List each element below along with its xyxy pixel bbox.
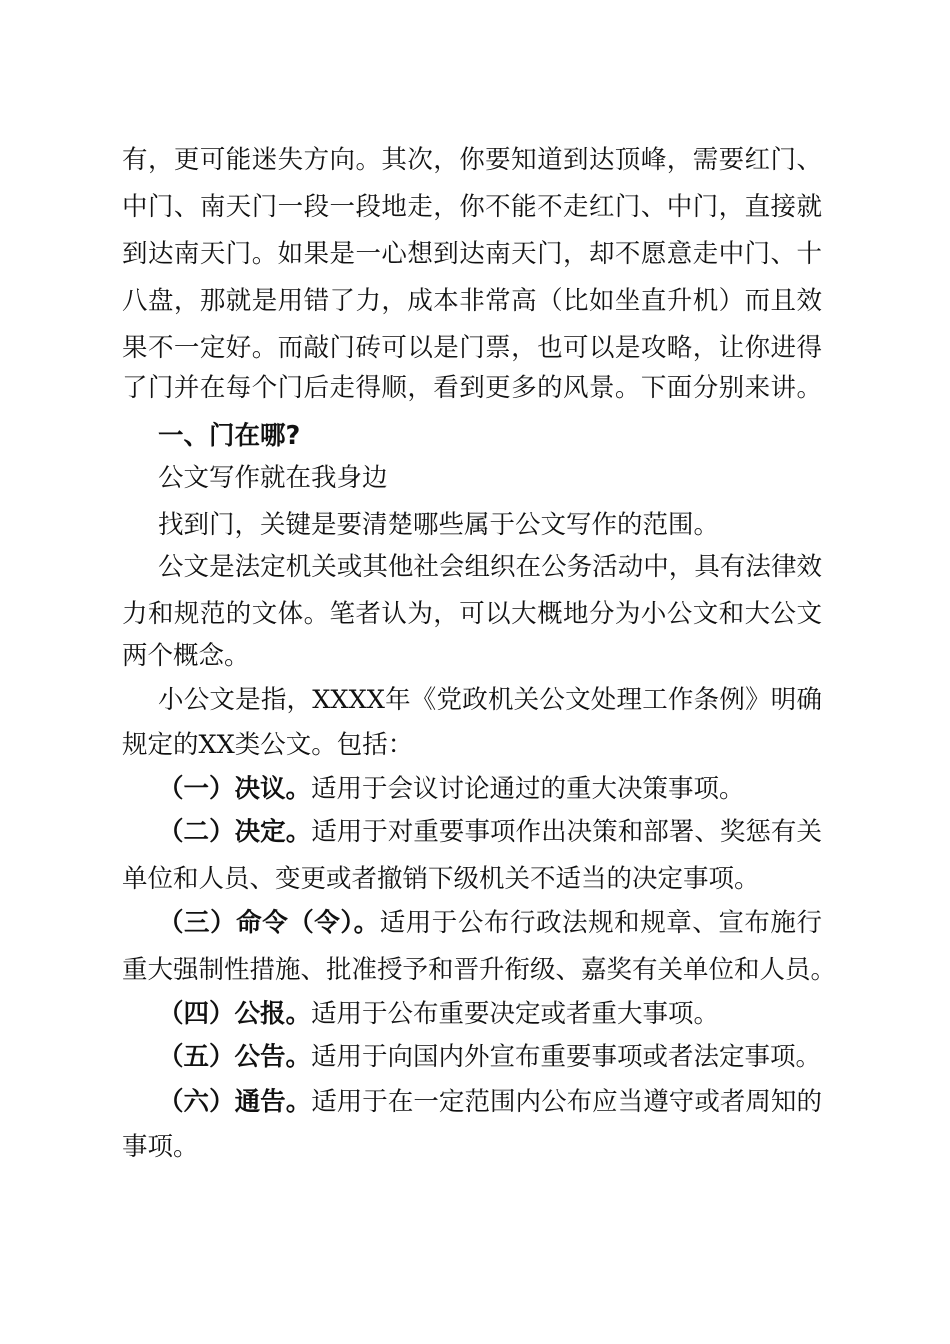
list-item-continuation: 重大强制性措施、批准授予和晋升衔级、嘉奖有关单位和人员。 xyxy=(122,955,837,985)
list-item xyxy=(158,1087,822,1117)
text-line: 了门并在每个门后走得顺，看到更多的风景。下面分别来讲。 xyxy=(122,373,822,403)
text-line: 中门、南天门一段一段地走，你不能不走红门、中门，直接就 xyxy=(122,192,822,222)
list-item-term: （四）公报。 xyxy=(158,999,312,1029)
section-heading: 一、门在哪? xyxy=(158,421,301,451)
text-line: 有，更可能迷失方向。其次，你要知道到达顶峰，需要红门、 xyxy=(122,145,822,175)
list-item-term: （三）命令（令）。 xyxy=(158,908,380,938)
list-item xyxy=(158,774,745,804)
text-line: 规定的XX类公文。包括： xyxy=(122,730,414,760)
list-item-text: 适用于在一定范围内公布应当遵守或者周知的 xyxy=(311,1087,822,1117)
text-line: 果不一定好。而敲门砖可以是门票，也可以是攻略，让你进得 xyxy=(122,333,822,363)
section-subheading: 公文写作就在我身边 xyxy=(158,463,388,493)
text-line: 八盘，那就是用错了力，成本非常高（比如坐直升机）而且效 xyxy=(122,286,822,316)
list-item-continuation: 事项。 xyxy=(122,1132,199,1162)
list-item-text: 适用于会议讨论通过的重大决策事项。 xyxy=(311,774,745,804)
list-item-text: 适用于向国内外宣布重要事项或者法定事项。 xyxy=(311,1042,822,1072)
text-line: 小公文是指，XXXX年《党政机关公文处理工作条例》明确 xyxy=(158,685,822,715)
text-line: 到达南天门。如果是一心想到达南天门，却不愿意走中门、十 xyxy=(122,239,822,269)
list-item-text: 适用于公布行政法规和规章、宣布施行 xyxy=(379,908,822,938)
list-item xyxy=(158,908,822,938)
list-item xyxy=(158,817,822,847)
text-line: 力和规范的文体。笔者认为，可以大概地分为小公文和大公文 xyxy=(122,599,822,629)
list-item-continuation: 单位和人员、变更或者撤销下级机关不适当的决定事项。 xyxy=(122,864,760,894)
intro-paragraph: 找到门，关键是要清楚哪些属于公文写作的范围。 xyxy=(158,510,720,540)
text-line: 两个概念。 xyxy=(122,641,250,671)
list-item xyxy=(158,1042,822,1072)
list-item xyxy=(158,999,720,1029)
list-item-term: （二）决定。 xyxy=(158,817,312,847)
list-item-term: （一）决议。 xyxy=(158,774,312,804)
list-item-text: 适用于公布重要决定或者重大事项。 xyxy=(311,999,720,1029)
list-item-text: 适用于对重要事项作出决策和部署、奖惩有关 xyxy=(311,817,822,847)
list-item-term: （五）公告。 xyxy=(158,1042,312,1072)
text-line: 公文是法定机关或其他社会组织在公务活动中，具有法律效 xyxy=(158,552,822,582)
list-item-term: （六）通告。 xyxy=(158,1087,312,1117)
